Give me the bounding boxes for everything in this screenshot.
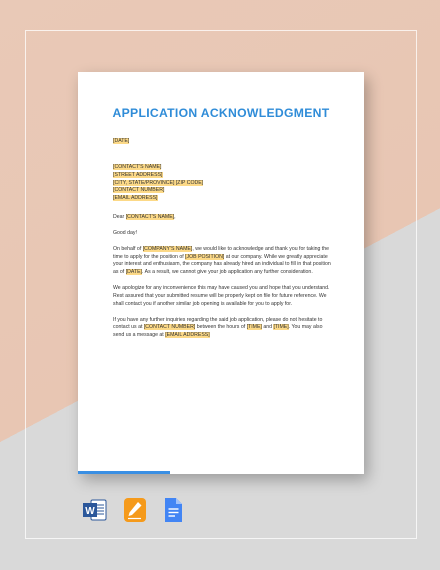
address-block xyxy=(113,164,335,204)
contact-number-placeholder: [CONTACT NUMBER] xyxy=(143,324,196,331)
address-street: [STREET ADDRESS] xyxy=(113,171,163,178)
date-line xyxy=(113,138,335,146)
address-city-zip: [CITY, STATE/PROVINCE] [ZIP CODE] xyxy=(113,179,204,186)
microsoft-word-icon[interactable] xyxy=(82,497,108,523)
address-contact-number: [CONTACT NUMBER] xyxy=(113,187,165,194)
accent-bar xyxy=(78,471,170,475)
document-title: APPLICATION ACKNOWLEDGMENT xyxy=(112,106,330,120)
paragraph-1: On behalf of [COMPANY'S NAME], we would like to acknowledge and thank you for taking the time to apply for the position of [JOB POSITION] at our company. While we greatly appreciate your interest and enthusiasm, the company has already hired an individual to fill in that position as of [DATE]. As a result, we cannot give your job application any further consideration. xyxy=(113,245,331,276)
email-placeholder: [EMAIL ADDRESS] xyxy=(165,332,210,339)
salutation-name: [CONTACT'S NAME] xyxy=(125,214,175,221)
paragraph-2: We apologize for any inconvenience this may have caused you and hope that you understand. Rest assured that your submitted resume will be properly kept on file for future reference. We shall contact you if another similar job opening is available for you to apply for. xyxy=(113,285,330,307)
document-page xyxy=(78,72,364,474)
address-email: [EMAIL ADDRESS] xyxy=(113,195,158,202)
time-placeholder-1: [TIME] xyxy=(246,324,262,331)
letter-body xyxy=(113,138,335,348)
greeting: Good day! xyxy=(113,229,137,236)
company-name-placeholder: [COMPANY'S NAME] xyxy=(142,245,193,252)
svg-text:W: W xyxy=(85,506,95,517)
apple-pages-icon[interactable] xyxy=(122,497,148,523)
date-placeholder: [DATE] xyxy=(113,138,130,144)
job-position-placeholder: [JOB POSITION] xyxy=(185,253,225,260)
address-contact-name: [CONTACT'S NAME] xyxy=(113,163,162,170)
paragraph-3: If you have any further inquiries regarding the said job application, please do not hesitate to contact us at [CONTACT NUMBER] between the hours of [TIME] and [TIME]. You may also send us a message at [EMAIL ADDRESS] xyxy=(113,316,323,339)
google-docs-icon[interactable] xyxy=(160,497,186,523)
salutation: Dear [CONTACT'S NAME], xyxy=(113,214,176,221)
date-placeholder-inline: [DATE] xyxy=(125,269,143,276)
time-placeholder-2: [TIME] xyxy=(273,324,289,331)
